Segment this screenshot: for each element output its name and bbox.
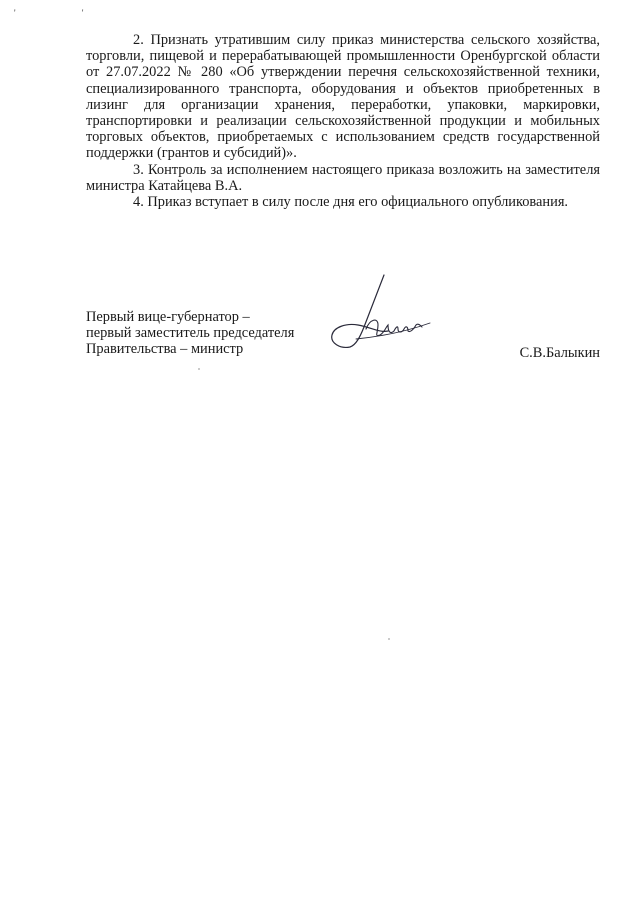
paragraph-2: 2. Признать утратившим силу приказ министерства сельского хозяйства, торговли, пищевой и перерабатывающей промышленности Оренбургской области от 27.07.2022 № 280 «Об утверждении перечня сельскохозяйственной техники, специализированного транспорта, оборудования и объектов приобретенных в лизинг для организации хранения, переработки, упаковки, маркировки, транспортировки и реализации сельскохозяйственной продукции и мобильных торговых объектов, приобретаемых с использованием средств государственной поддержки (грантов и субсидий)». — [86, 32, 600, 162]
signature-block — [86, 309, 600, 369]
handwritten-signature — [326, 271, 436, 355]
corner-marks: ' ' — [14, 8, 116, 18]
signatory-title-line: Первый вице-губернатор – — [86, 309, 250, 325]
scan-speck — [388, 638, 390, 640]
document-body — [86, 32, 600, 210]
paragraph-4: 4. Приказ вступает в силу после дня его официального опубликования. — [133, 194, 569, 211]
signatory-name: С.В.Балыкин — [519, 345, 600, 361]
signatory-title-line: Правительства – министр — [86, 341, 244, 358]
scan-speck — [198, 368, 200, 370]
paragraph-3: 3. Контроль за исполнением настоящего приказа возложить на заместителя министра Катайцева В.А. — [86, 161, 600, 194]
signatory-title-line: первый заместитель председателя — [86, 325, 295, 342]
signatory-title — [86, 309, 294, 358]
